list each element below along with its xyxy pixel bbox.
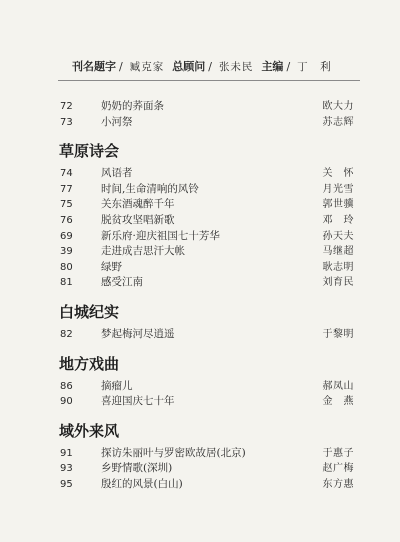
entry-page-number: 90: [60, 396, 73, 408]
entry-page-number: 76: [60, 215, 73, 226]
entry-page-number: 75: [60, 199, 73, 211]
entry-title: 绿野: [101, 260, 122, 273]
section-title: 草原诗会: [59, 142, 120, 161]
toc-entry: [0, 197, 400, 212]
entry-title: 摘瘤儿: [101, 379, 133, 392]
toc-entry: [0, 99, 400, 114]
entry-page-number: 73: [60, 116, 73, 128]
entry-title: 感受江南: [101, 276, 143, 289]
entry-page-number: 95: [60, 479, 73, 490]
toc-entry: [0, 327, 400, 342]
entry-title: 殷红的风景(白山): [101, 478, 183, 490]
masthead: [72, 58, 372, 74]
masthead-separator: /: [119, 60, 123, 73]
toc-entry: [0, 260, 400, 275]
toc-entry: [0, 275, 400, 290]
entry-title: 时间,生命清响的风铃: [101, 182, 199, 195]
section-title: 地方戏曲: [59, 354, 120, 373]
masthead-advisor-label: 总顾问: [172, 60, 206, 73]
entry-author: 孙天夫: [322, 230, 354, 242]
toc-entry: [0, 182, 400, 197]
toc-entry: [0, 461, 400, 476]
entry-author: 欧大力: [322, 101, 354, 112]
entry-title: 乡野情歌(深圳): [101, 462, 173, 475]
section-title: 白城纪实: [59, 303, 120, 321]
entry-author: 苏志辉: [322, 116, 354, 128]
entry-author: 邓 玲: [322, 215, 354, 226]
entry-title: 喜迎国庆七十年: [101, 395, 175, 408]
entry-title: 梦起梅河尽逍遥: [101, 328, 175, 340]
toc-entry: [0, 446, 400, 461]
entry-title: 奶奶的荞面条: [101, 100, 164, 112]
entry-author: 于惠子: [322, 447, 354, 459]
entry-page-number: 81: [60, 277, 73, 289]
toc-entry: [0, 477, 400, 492]
entry-page-number: 77: [60, 183, 73, 195]
masthead-advisor-value: 张未民: [218, 61, 254, 73]
entry-page-number: 74: [60, 168, 73, 180]
masthead-editor-label: 主编: [261, 60, 284, 73]
entry-page-number: 72: [60, 101, 73, 112]
section-title: 域外来风: [59, 421, 120, 440]
entry-page-number: 82: [60, 329, 73, 340]
entry-title: 关东酒魂醉千年: [101, 198, 175, 211]
entry-author: 赵广梅: [322, 463, 354, 475]
entry-title: 新乐府·迎庆祖国七十芳华: [101, 229, 220, 242]
entry-title: 走进成吉思汗大帐: [101, 245, 185, 258]
masthead-editor-value: 丁 利: [297, 61, 332, 73]
entry-author: 刘育民: [322, 277, 354, 289]
entry-page-number: 93: [60, 463, 73, 475]
entry-page-number: 91: [60, 447, 73, 459]
entry-author: 月光雪: [322, 183, 354, 195]
entry-author: 金 燕: [322, 396, 354, 408]
entry-title: 风语者: [101, 167, 133, 180]
masthead-separator: /: [286, 60, 291, 73]
entry-page-number: 69: [60, 230, 73, 242]
entry-author: 郭世骥: [322, 199, 354, 211]
entry-author: 东方惠: [322, 479, 354, 490]
toc-entry: [0, 115, 400, 130]
entry-author: 马继超: [322, 246, 354, 258]
entry-author: 关 怀: [322, 168, 354, 180]
masthead-title-label: 刊名题字: [72, 60, 116, 73]
entry-author: 郝凤山: [322, 380, 354, 392]
masthead-divider: [58, 80, 360, 81]
entry-author: 耿志明: [322, 261, 354, 273]
entry-title: 脱贫攻坚唱新歌: [101, 214, 175, 226]
toc-entry: [0, 229, 400, 244]
masthead-separator: /: [208, 60, 212, 73]
toc-entry: [0, 166, 400, 181]
toc-entry: [0, 394, 400, 409]
entry-author: 于黎明: [322, 329, 354, 340]
toc-entry: [0, 379, 400, 394]
entry-title: 探访朱丽叶与罗密欧故居(北京): [101, 446, 246, 459]
entry-page-number: 86: [60, 380, 73, 392]
entry-title: 小河祭: [101, 115, 133, 128]
masthead-title-value: 臧克家: [129, 61, 165, 73]
toc-entry: [0, 213, 400, 228]
toc-entry: [0, 244, 400, 259]
entry-page-number: 39: [60, 246, 73, 258]
entry-page-number: 80: [60, 261, 73, 273]
